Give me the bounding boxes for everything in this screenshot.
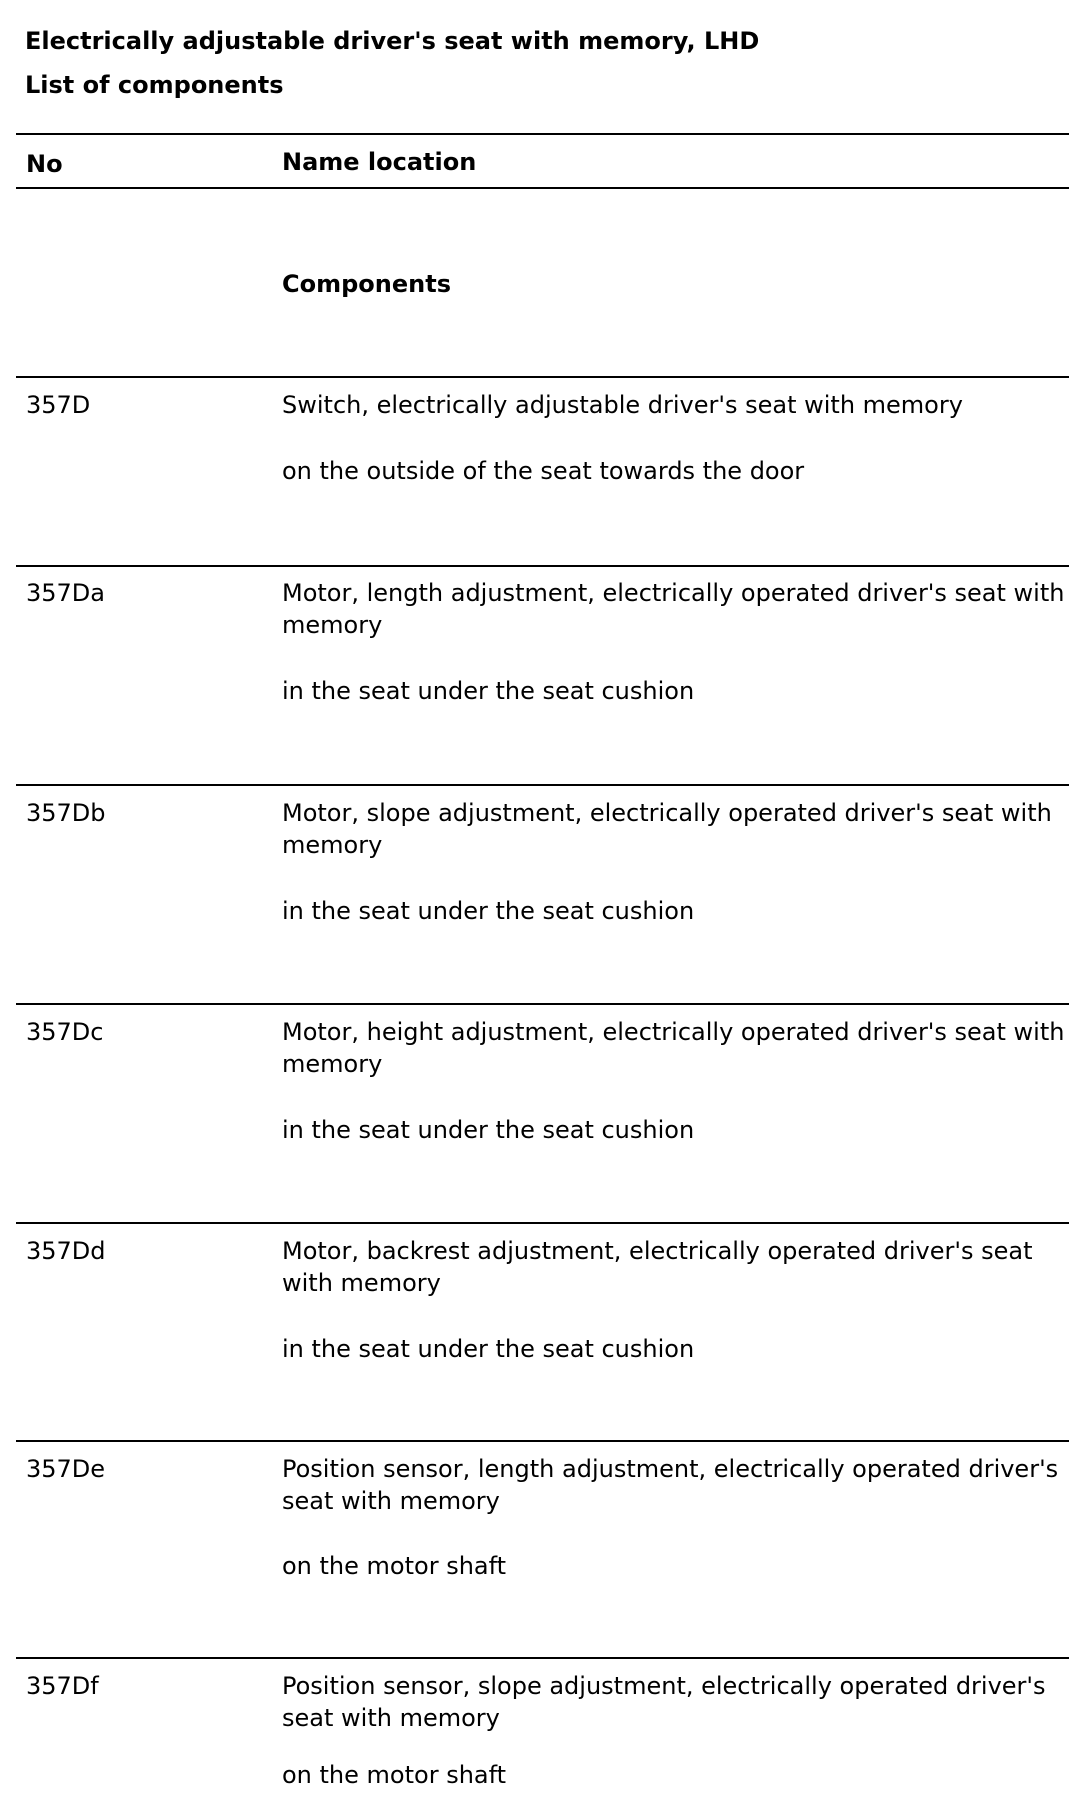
row-location: in the seat under the seat cushion — [282, 677, 695, 705]
row-name: Motor, backrest adjustment, electrically operated driver's seat with memory — [282, 1237, 1033, 1297]
row-number: 357Dc — [26, 1018, 104, 1046]
row-name: Position sensor, length adjustment, electrically operated driver's seat with memory — [282, 1455, 1059, 1515]
row-name: Position sensor, slope adjustment, electrically operated driver's seat with memory — [282, 1672, 1046, 1732]
row-divider — [16, 1657, 1069, 1659]
row-divider — [16, 1222, 1069, 1224]
row-location: on the motor shaft — [282, 1761, 507, 1789]
row-location: in the seat under the seat cushion — [282, 1335, 695, 1363]
row-divider — [16, 565, 1069, 567]
row-name: Motor, height adjustment, electrically operated driver's seat with memory — [282, 1018, 1065, 1078]
row-divider — [16, 376, 1069, 378]
row-location: on the motor shaft — [282, 1552, 507, 1580]
column-header-no: No — [26, 150, 63, 178]
row-number: 357Df — [26, 1672, 99, 1700]
row-number: 357De — [26, 1455, 106, 1483]
row-location: in the seat under the seat cushion — [282, 1116, 695, 1144]
row-name: Switch, electrically adjustable driver's seat with memory — [282, 391, 963, 419]
document-subtitle: List of components — [25, 71, 284, 99]
row-number: 357Da — [26, 579, 105, 607]
header-bottom-rule — [16, 187, 1069, 189]
row-location: in the seat under the seat cushion — [282, 897, 695, 925]
column-header-name-location: Name location — [282, 148, 477, 176]
row-number: 357Db — [26, 799, 106, 827]
row-location: on the outside of the seat towards the door — [282, 457, 805, 485]
row-divider — [16, 784, 1069, 786]
row-number: 357D — [26, 391, 91, 419]
row-number: 357Dd — [26, 1237, 106, 1265]
table-top-rule — [16, 133, 1069, 135]
row-divider — [16, 1003, 1069, 1005]
row-name: Motor, length adjustment, electrically operated driver's seat with memory — [282, 579, 1065, 639]
document-title: Electrically adjustable driver's seat with memory, LHD — [25, 27, 760, 55]
section-heading-components: Components — [282, 270, 451, 298]
row-divider — [16, 1440, 1069, 1442]
row-name: Motor, slope adjustment, electrically operated driver's seat with memory — [282, 799, 1052, 859]
